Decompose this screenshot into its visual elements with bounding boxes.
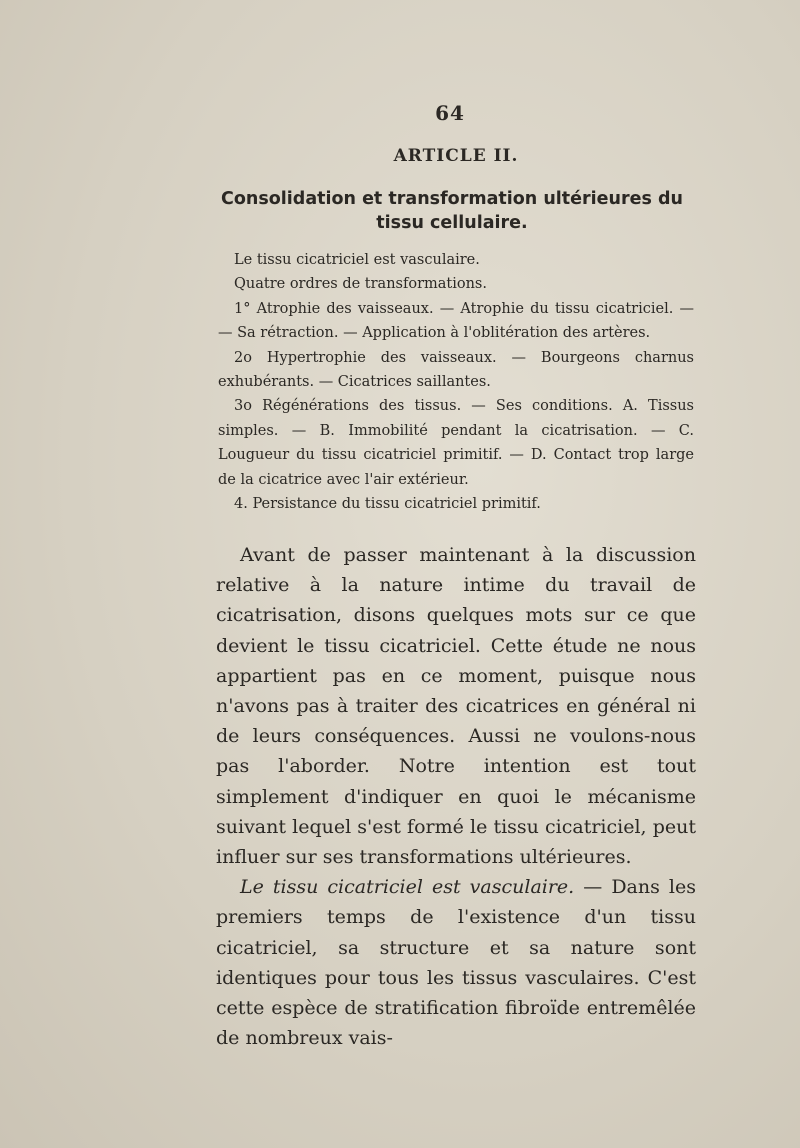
body-text — [216, 540, 696, 1053]
body-paragraph — [216, 872, 696, 1053]
summary-line: Le tissu cicatriciel est vasculaire. — [234, 252, 480, 268]
summary-line: 4. Persistance du tissu cicatriciel primitif. — [234, 496, 541, 513]
paragraph-lead-in: Le tissu cicatriciel est vasculaire. — [240, 876, 575, 899]
article-heading: ARTICLE II. — [393, 146, 519, 166]
chapter-summary — [218, 248, 694, 516]
section-title: Consolidation et transformation ultérieures du tissu cellulaire. — [221, 189, 683, 233]
page-number: 64 — [435, 101, 465, 125]
body-paragraph: Avant de passer maintenant à la discussion relative à la nature intime du travail de cicatrisation, disons quelques mots sur ce que devient le tissu cicatriciel. Cette étude ne nous appartient pas en ce moment, puisque nous n'avons pas à traiter des cicatrices en général ni de leurs conséquences. Aussi ne voulons-nous pas l'aborder. Notre intention est tout simplement d'indiquer en quoi le mécanisme suivant lequel s'est formé le tissu cicatriciel, peut influer sur ses transformations ultérieures. — [216, 544, 696, 869]
summary-line: 2o Hypertrophie des vaisseaux. — Bourgeons charnus exhubérants. — Cicatrices saillantes. — [218, 349, 694, 391]
summary-line: 1° Atrophie des vaisseaux. — Atrophie du tissu cicatriciel. — — Sa rétraction. — Application à l'oblitération des artères. — [218, 300, 694, 342]
summary-line: 3o Régénérations des tissus. — Ses conditions. A. Tissus simples. — B. Immobilité pendant la cicatrisation. — C. Lougueur du tissu cicatriciel primitif. — D. Contact trop large de la cicatrice avec l'air extérieur. — [218, 398, 694, 488]
summary-line: Quatre ordres de transformations. — [234, 276, 487, 293]
paragraph-continuation: — Dans les premiers temps de l'existence d'un tissu cicatriciel, sa structure et sa nature sont identiques pour tous les tissus vasculaires. C'est cette espèce de stratification fibroïde entremêlée de nombreux vais- — [216, 876, 696, 1050]
